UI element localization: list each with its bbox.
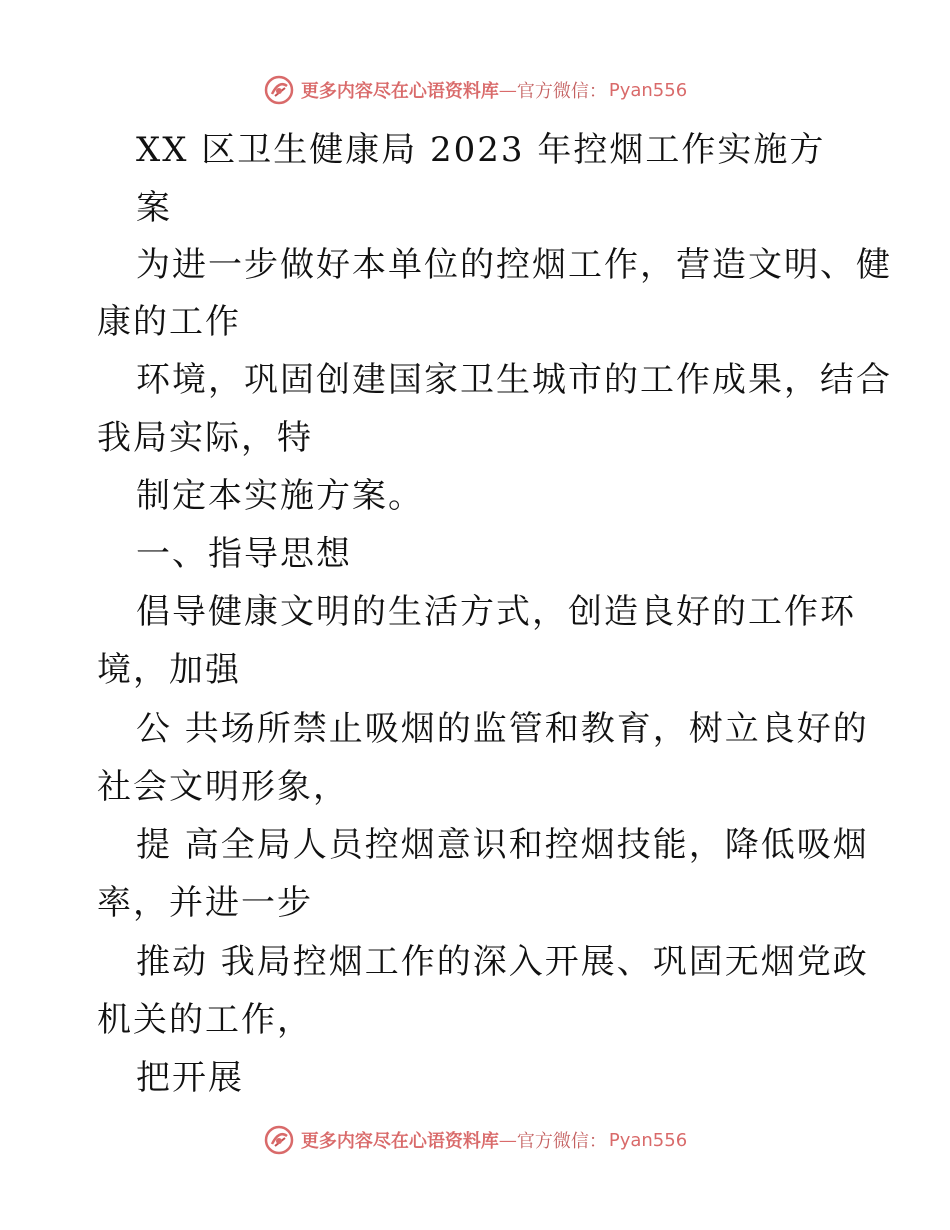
paragraph-5-line-2: 社会文明形象，	[97, 767, 349, 807]
watermark-dash: —	[498, 79, 517, 101]
paragraph-1-line-1: 为进一步做好本单位的控烟工作，营造文明、健	[136, 245, 892, 285]
paragraph-2-line-1: 环境，巩固创建国家卫生城市的工作成果，结合	[136, 360, 892, 400]
paragraph-6-line-2: 率，并进一步	[97, 883, 313, 923]
watermark-wechat-id: Pyan556	[608, 79, 688, 101]
watermark-footer	[0, 1120, 950, 1160]
section-1-heading: 一、指导思想	[136, 534, 352, 574]
watermark-main-text: 更多内容尽在心语资料库	[300, 81, 499, 102]
paragraph-5-line-1: 公 共场所禁止吸烟的监管和教育，树立良好的	[136, 709, 869, 749]
paragraph-1-line-2: 康的工作	[97, 302, 241, 342]
watermark-dash: —	[498, 1129, 517, 1151]
doc-title-line-1: XX 区卫生健康局 2023 年控烟工作实施方	[136, 130, 826, 170]
watermark-sub-text: 官方微信：	[516, 1131, 607, 1152]
paragraph-7-line-2: 机关的工作，	[97, 1000, 313, 1040]
watermark-sub-text: 官方微信：	[516, 81, 607, 102]
paragraph-6-line-1: 提 高全局人员控烟意识和控烟技能，降低吸烟	[136, 825, 869, 865]
paragraph-2-line-2: 我局实际，特	[97, 418, 313, 458]
paragraph-8-line-1: 把开展	[136, 1058, 244, 1098]
paragraph-4-line-1: 倡导健康文明的生活方式，创造良好的工作环	[136, 592, 856, 632]
doc-title-line-2: 案	[136, 188, 172, 228]
paragraph-3-line-1: 制定本实施方案。	[136, 476, 424, 516]
watermark-main-text: 更多内容尽在心语资料库	[300, 1131, 499, 1152]
paragraph-7-line-1: 推动 我局控烟工作的深入开展、巩固无烟党政	[136, 942, 869, 982]
paragraph-4-line-2: 境，加强	[97, 650, 241, 690]
watermark-wechat-id: Pyan556	[608, 1129, 688, 1151]
brand-logo-icon	[263, 1124, 295, 1156]
